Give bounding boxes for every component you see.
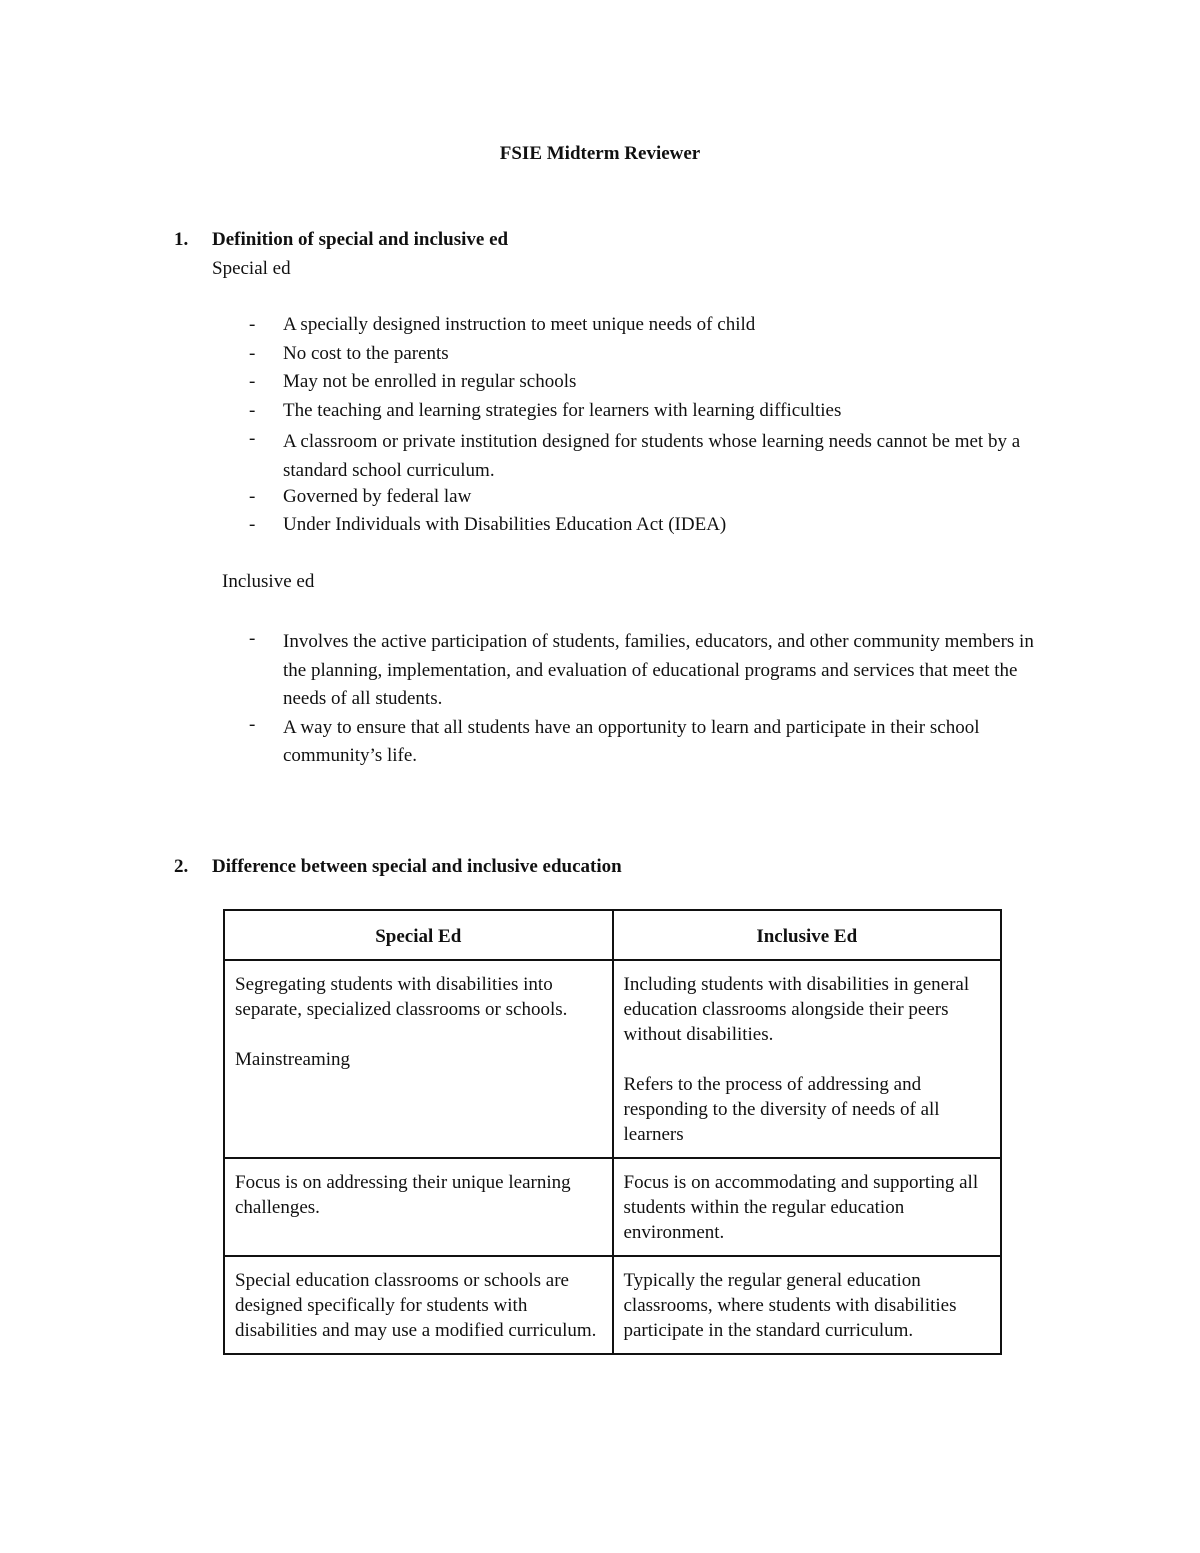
- table-row: [224, 960, 1001, 1158]
- table-cell-special: [224, 960, 613, 1158]
- section-1-number: 1.: [174, 229, 189, 250]
- table-cell-special: [224, 1158, 613, 1256]
- bullet-dash: -: [249, 342, 256, 364]
- table-header-inclusive: Inclusive Ed: [613, 910, 1002, 960]
- cell-text: Typically the regular general education classrooms, where students with disabilities participate in the standard curriculum.: [623, 1270, 957, 1341]
- table-cell-special: [224, 1256, 613, 1354]
- bullet-dash: -: [249, 399, 256, 421]
- section-1-heading: Definition of special and inclusive ed: [212, 229, 509, 250]
- cell-text: Focus is on addressing their unique learning challenges.: [235, 1172, 571, 1218]
- special-ed-bullet-list: [0, 314, 1200, 543]
- list-item: [0, 486, 1200, 515]
- list-item: [0, 428, 1200, 485]
- inclusive-ed-bullet-list: [0, 628, 1200, 771]
- list-item: [0, 371, 1200, 400]
- bullet-dash: -: [249, 371, 256, 393]
- document-title: FSIE Midterm Reviewer: [499, 143, 701, 164]
- list-item: [0, 400, 1200, 429]
- special-ed-label: Special ed: [212, 258, 291, 279]
- cell-text: Special education classrooms or schools are designed specifically for students with disabilities and may use a modified curriculum.: [235, 1270, 597, 1341]
- list-item-text: A way to ensure that all students have an opportunity to learn and participate in their school community’s life.: [283, 716, 980, 767]
- list-item-text: A specially designed instruction to meet unique needs of child: [283, 314, 756, 335]
- comparison-table: [223, 909, 1002, 1355]
- list-item-text: May not be enrolled in regular schools: [283, 371, 577, 393]
- table-header-special: Special Ed: [224, 910, 613, 960]
- list-item: [0, 314, 1200, 343]
- table-cell-inclusive: [613, 1158, 1002, 1256]
- cell-text: Segregating students with disabilities into separate, specialized classrooms or schools.: [235, 974, 568, 1020]
- section-2-heading: Difference between special and inclusive education: [212, 856, 622, 877]
- list-item: [0, 343, 1200, 372]
- list-item-text: No cost to the parents: [283, 342, 449, 364]
- list-item: [0, 714, 1200, 771]
- cell-text: Mainstreaming: [235, 1049, 351, 1070]
- table-header-row: [224, 910, 1001, 960]
- list-item-text: Under Individuals with Disabilities Education Act (IDEA): [283, 514, 727, 536]
- bullet-dash: -: [249, 428, 256, 450]
- list-item-text: A classroom or private institution designed for students whose learning needs cannot be met by a standard school curriculum.: [283, 431, 1021, 481]
- bullet-dash: -: [249, 713, 256, 735]
- table-row: [224, 1256, 1001, 1354]
- table-cell-inclusive: [613, 1256, 1002, 1354]
- list-item-text: The teaching and learning strategies for learners with learning difficulties: [283, 399, 842, 421]
- inclusive-ed-label: Inclusive ed: [222, 571, 315, 592]
- list-item-text: Involves the active participation of students, families, educators, and other community members in the planning, implementation, and evaluation of educational programs and services that meet the needs of all students.: [283, 631, 1034, 710]
- table-cell-inclusive: [613, 960, 1002, 1158]
- bullet-dash: -: [249, 314, 256, 335]
- cell-text: Focus is on accommodating and supporting all students within the regular education environment.: [623, 1172, 979, 1243]
- cell-text: Including students with disabilities in general education classrooms alongside their peers without disabilities.: [623, 974, 970, 1045]
- list-item: [0, 514, 1200, 543]
- table-row: [224, 1158, 1001, 1256]
- bullet-dash: -: [249, 514, 256, 536]
- bullet-dash: -: [249, 628, 256, 649]
- bullet-dash: -: [249, 485, 256, 507]
- list-item-text: Governed by federal law: [283, 485, 472, 507]
- section-2-number: 2.: [174, 856, 189, 877]
- list-item: [0, 628, 1200, 714]
- cell-text: Refers to the process of addressing and responding to the diversity of needs of all learners: [623, 1074, 940, 1145]
